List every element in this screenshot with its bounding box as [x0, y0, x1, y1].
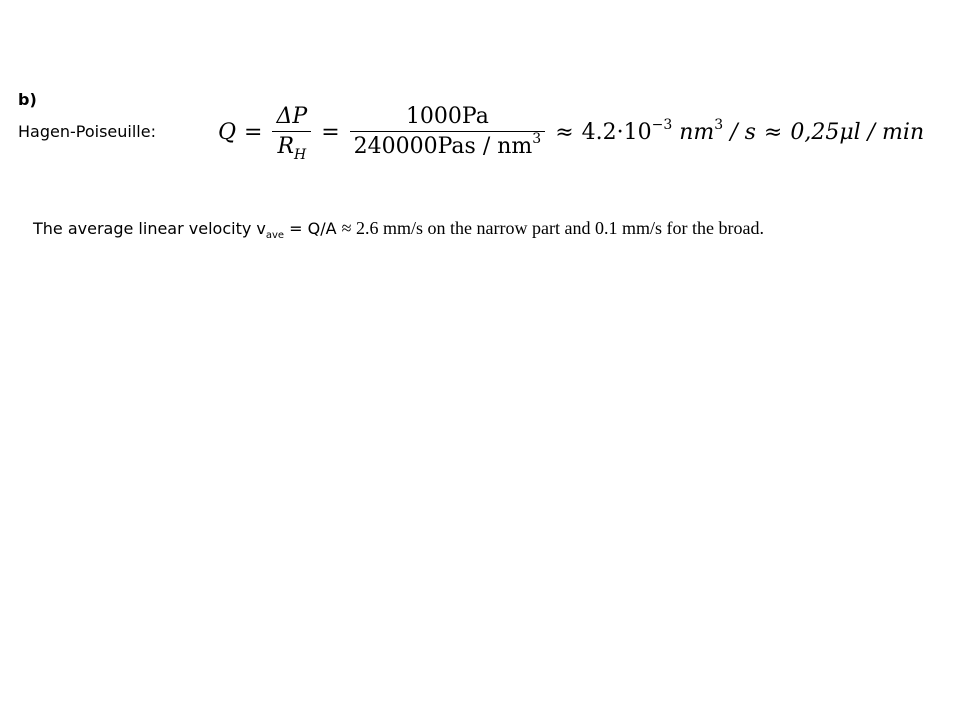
result-unit-exponent: 3 [714, 116, 724, 133]
result-mantissa: 4.2·10 [581, 119, 652, 145]
part-label: b) [18, 90, 37, 109]
approx-sign: ≈ [555, 119, 574, 145]
equals-sign: = [244, 119, 263, 145]
result-exponent: −3 [651, 116, 673, 133]
numeric-fraction [350, 105, 546, 160]
velocity-subscript: ave [265, 230, 285, 241]
velocity-prefix: The average linear velocity v [33, 219, 266, 238]
resistance-subscript: H [294, 147, 307, 164]
pressure-over-resistance-fraction [272, 103, 311, 164]
fraction-numerator: 1000Pa [405, 103, 489, 129]
flow-rate-symbol: Q [218, 119, 237, 145]
fraction-denominator [273, 132, 310, 164]
denominator-exponent: 3 [532, 131, 542, 148]
law-name-label: Hagen-Poiseuille: [18, 122, 156, 141]
velocity-values: ≈ 2.6 mm/s on the narrow part and 0.1 mm/s for the broad. [341, 218, 764, 238]
result-volume-rate [581, 116, 756, 145]
equals-sign: = [321, 119, 340, 145]
fraction-numerator: ΔP [276, 103, 308, 129]
fraction-denominator [350, 132, 546, 159]
result-microliter-rate: 0,25μl / min [790, 119, 925, 145]
approx-sign: ≈ [763, 119, 783, 145]
result-unit-tail: / s [723, 119, 756, 145]
result-unit: nm [679, 119, 715, 145]
resistance-symbol: R [277, 134, 295, 160]
hagen-poiseuille-equation [218, 96, 924, 168]
average-velocity-statement [33, 218, 960, 239]
denominator-text: 240000Pas / nm [353, 134, 533, 160]
velocity-formula: = Q/A [284, 219, 342, 238]
